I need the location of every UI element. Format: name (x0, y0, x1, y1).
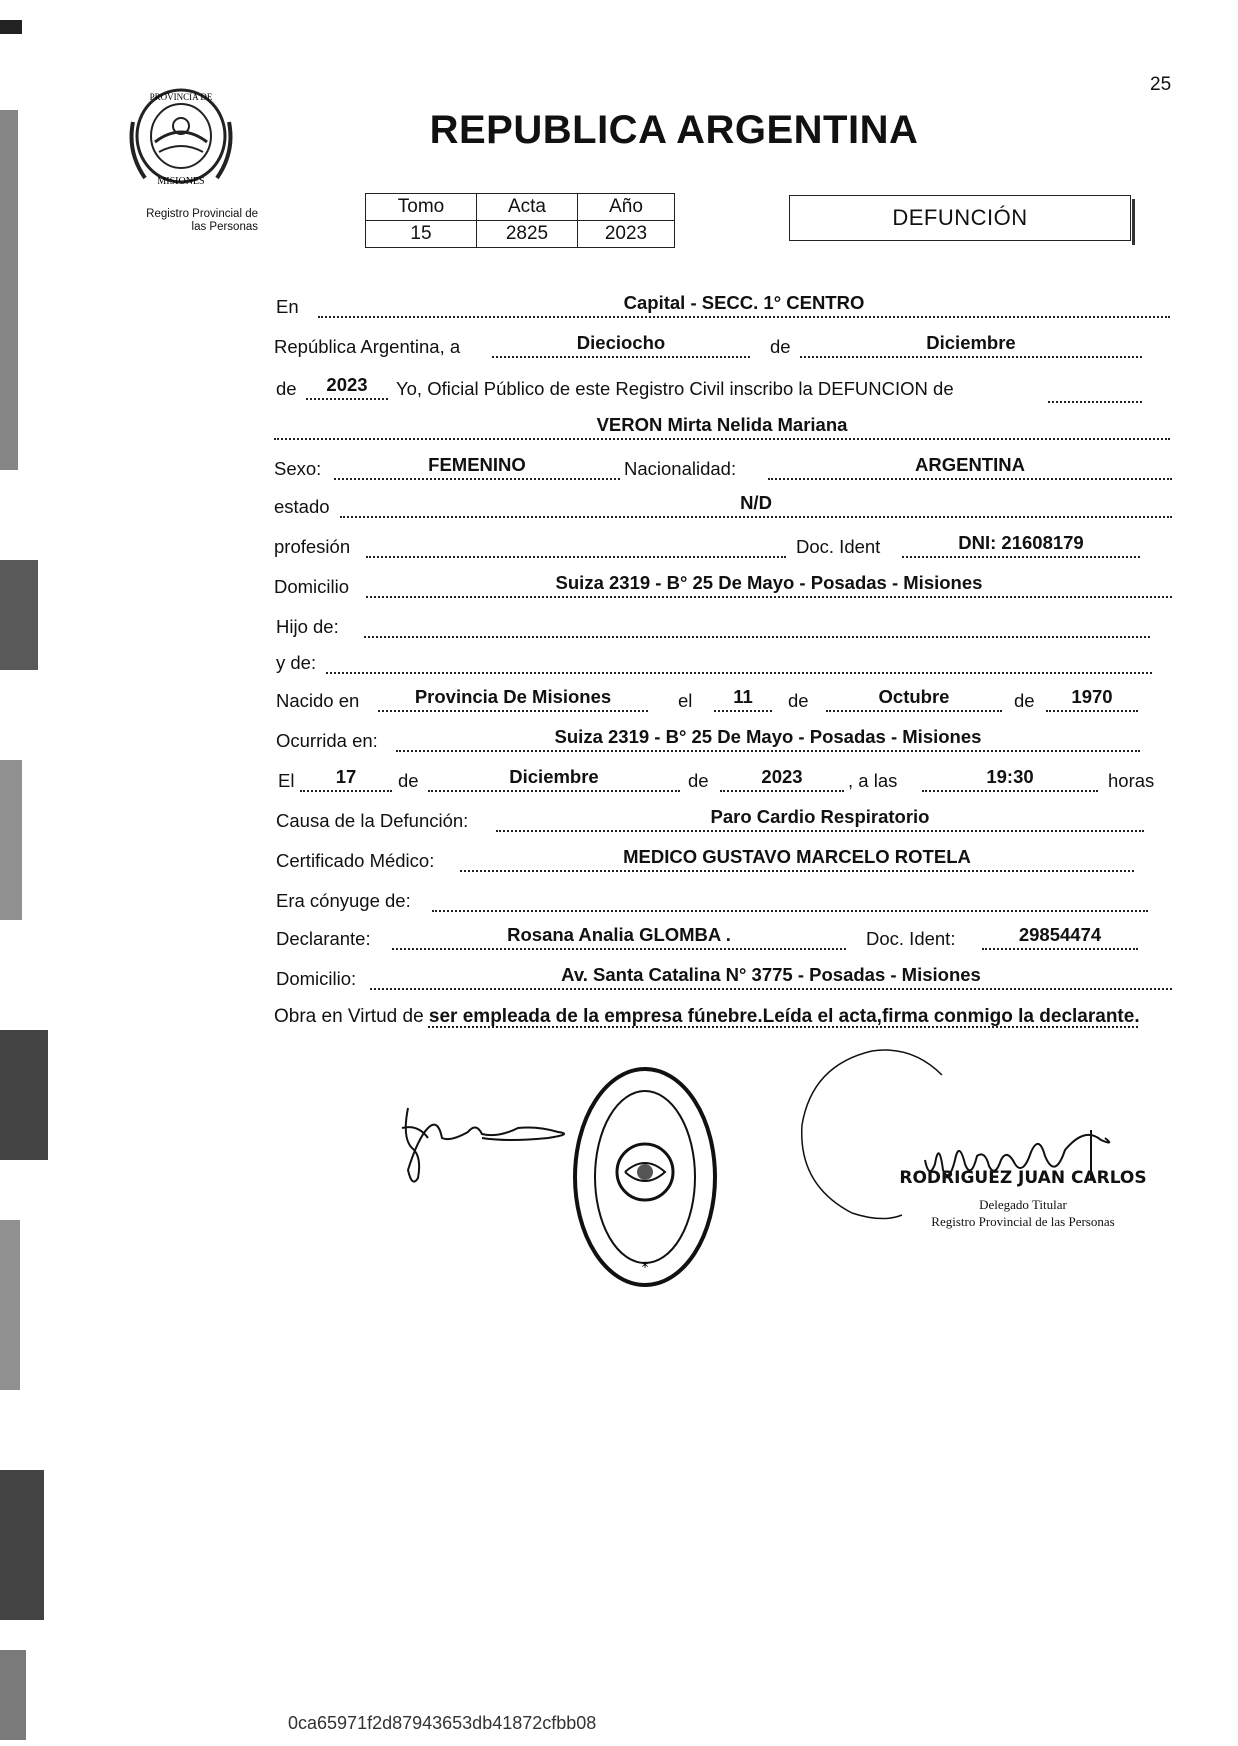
scan-edge-mark (0, 1030, 48, 1160)
scan-edge-mark (0, 760, 22, 920)
declarante-label: Declarante: (276, 928, 371, 949)
certificado-value: MEDICO GUSTAVO MARCELO ROTELA (460, 846, 1134, 872)
sexo-label: Sexo: (274, 458, 322, 479)
official-seal-stamp (570, 1062, 720, 1292)
record-table-header-row (366, 194, 675, 221)
scan-edge-mark (0, 20, 22, 34)
a-las-label: , a las (848, 770, 898, 791)
document-hash: 0ca65971f2d87943653db41872cfbb08 (288, 1713, 597, 1733)
page-number: 25 (1150, 74, 1172, 95)
birth-year-value: 1970 (1046, 686, 1138, 712)
birth-de1-label: de (788, 690, 809, 711)
official-title: Delegado Titular (979, 1197, 1067, 1212)
scan-edge-mark (0, 1220, 20, 1390)
record-table (365, 193, 675, 248)
doc-label: Doc. Ident (796, 536, 881, 557)
causa-label: Causa de la Defunción: (276, 810, 469, 831)
tomo-value: 15 (366, 221, 477, 248)
registry-label-line1: Registro Provincial de (146, 208, 258, 220)
acta-value: 2825 (477, 221, 578, 248)
declarante-dom-label: Domicilio: (276, 968, 357, 989)
conyuge-label: Era cónyuge de: (276, 890, 411, 911)
deceased-name-value: VERON Mirta Nelida Mariana (274, 414, 1170, 440)
emblem-top-text: PROVINCIA DE (149, 92, 213, 102)
doc-value: DNI: 21608179 (902, 532, 1140, 558)
ocurrida-label: Ocurrida en: (276, 730, 378, 751)
ocurrida-value: Suiza 2319 - B° 25 De Mayo - Posadas - Misiones (396, 726, 1140, 752)
hijo-label: Hijo de: (276, 616, 339, 637)
official-title-block (893, 1196, 1153, 1230)
record-kind-box: DEFUNCIÓN (789, 195, 1131, 241)
record-table-value-row (366, 221, 675, 248)
svg-text:*: * (641, 1260, 649, 1276)
yde-value (326, 648, 1152, 674)
obra-paragraph (274, 1000, 1171, 1033)
page-title: REPUBLICA ARGENTINA (429, 108, 919, 152)
anio-value: 2023 (578, 221, 675, 248)
profesion-label: profesión (274, 536, 351, 557)
death-year-value: 2023 (720, 766, 844, 792)
statement-text: Yo, Oficial Público de este Registro Civil inscribo la DEFUNCION de (396, 378, 954, 399)
day-words-value: Dieciocho (492, 332, 750, 358)
scan-edge-mark (0, 110, 18, 470)
birth-de2-label: de (1014, 690, 1035, 711)
official-name: RODRIGUEZ JUAN CARLOS (899, 1168, 1147, 1188)
death-time-value: 19:30 (922, 766, 1098, 792)
nacido-label: Nacido en (276, 690, 360, 711)
death-de2-label: de (688, 770, 709, 791)
nacionalidad-value: ARGENTINA (768, 454, 1172, 480)
de-label: de (770, 336, 791, 357)
declarante-doc-value: 29854474 (982, 924, 1138, 950)
death-day-value: 17 (300, 766, 392, 792)
causa-value: Paro Cardio Respiratorio (496, 806, 1144, 832)
death-month-value: Diciembre (428, 766, 680, 792)
birth-month-value: Octubre (826, 686, 1002, 712)
nacido-value: Provincia De Misiones (378, 686, 648, 712)
month-value: Diciembre (800, 332, 1142, 358)
statement-dotted-line (1048, 400, 1142, 403)
year-value: 2023 (306, 374, 388, 400)
horas-label: horas (1108, 770, 1155, 791)
yde-label: y de: (276, 652, 317, 673)
profesion-value (366, 532, 786, 558)
en-label: En (276, 296, 299, 317)
republica-label: República Argentina, a (274, 336, 461, 357)
official-org: Registro Provincial de las Personas (931, 1214, 1115, 1229)
death-de1-label: de (398, 770, 419, 791)
year-prefix-label: de (276, 378, 297, 399)
anio-header: Año (578, 194, 675, 221)
death-el-label: El (278, 770, 295, 791)
conyuge-value (432, 886, 1148, 912)
declarant-signature (398, 1098, 578, 1190)
domicilio-label: Domicilio (274, 576, 350, 597)
declarante-value: Rosana Analia GLOMBA . (392, 924, 846, 950)
registry-label-line2: las Personas (191, 221, 258, 233)
hijo-value (364, 612, 1150, 638)
sexo-value: FEMENINO (334, 454, 620, 480)
obra-value: ser empleada de la empresa fúnebre.Leída el acta,firma conmigo la declarante. (428, 1006, 1140, 1027)
obra-label: Obra en Virtud de (274, 1006, 424, 1027)
scan-edge-mark (0, 560, 38, 670)
tomo-header: Tomo (366, 194, 477, 221)
certificado-label: Certificado Médico: (276, 850, 435, 871)
domicilio-value: Suiza 2319 - B° 25 De Mayo - Posadas - Misiones (366, 572, 1172, 598)
birth-day-value: 11 (714, 686, 772, 712)
scan-edge-mark (0, 1650, 26, 1740)
el-label: el (678, 690, 693, 711)
emblem-bottom-text: MISIONES (157, 176, 205, 187)
registry-label (102, 208, 258, 234)
estado-value: N/D (340, 492, 1172, 518)
estado-label: estado (274, 496, 330, 517)
acta-header: Acta (477, 194, 578, 221)
en-value: Capital - SECC. 1° CENTRO (318, 292, 1170, 318)
scan-edge-mark (0, 1470, 44, 1620)
declarante-doc-label: Doc. Ident: (866, 928, 956, 949)
declarante-dom-value: Av. Santa Catalina N° 3775 - Posadas - Misiones (370, 964, 1172, 990)
nacionalidad-label: Nacionalidad: (624, 458, 737, 479)
